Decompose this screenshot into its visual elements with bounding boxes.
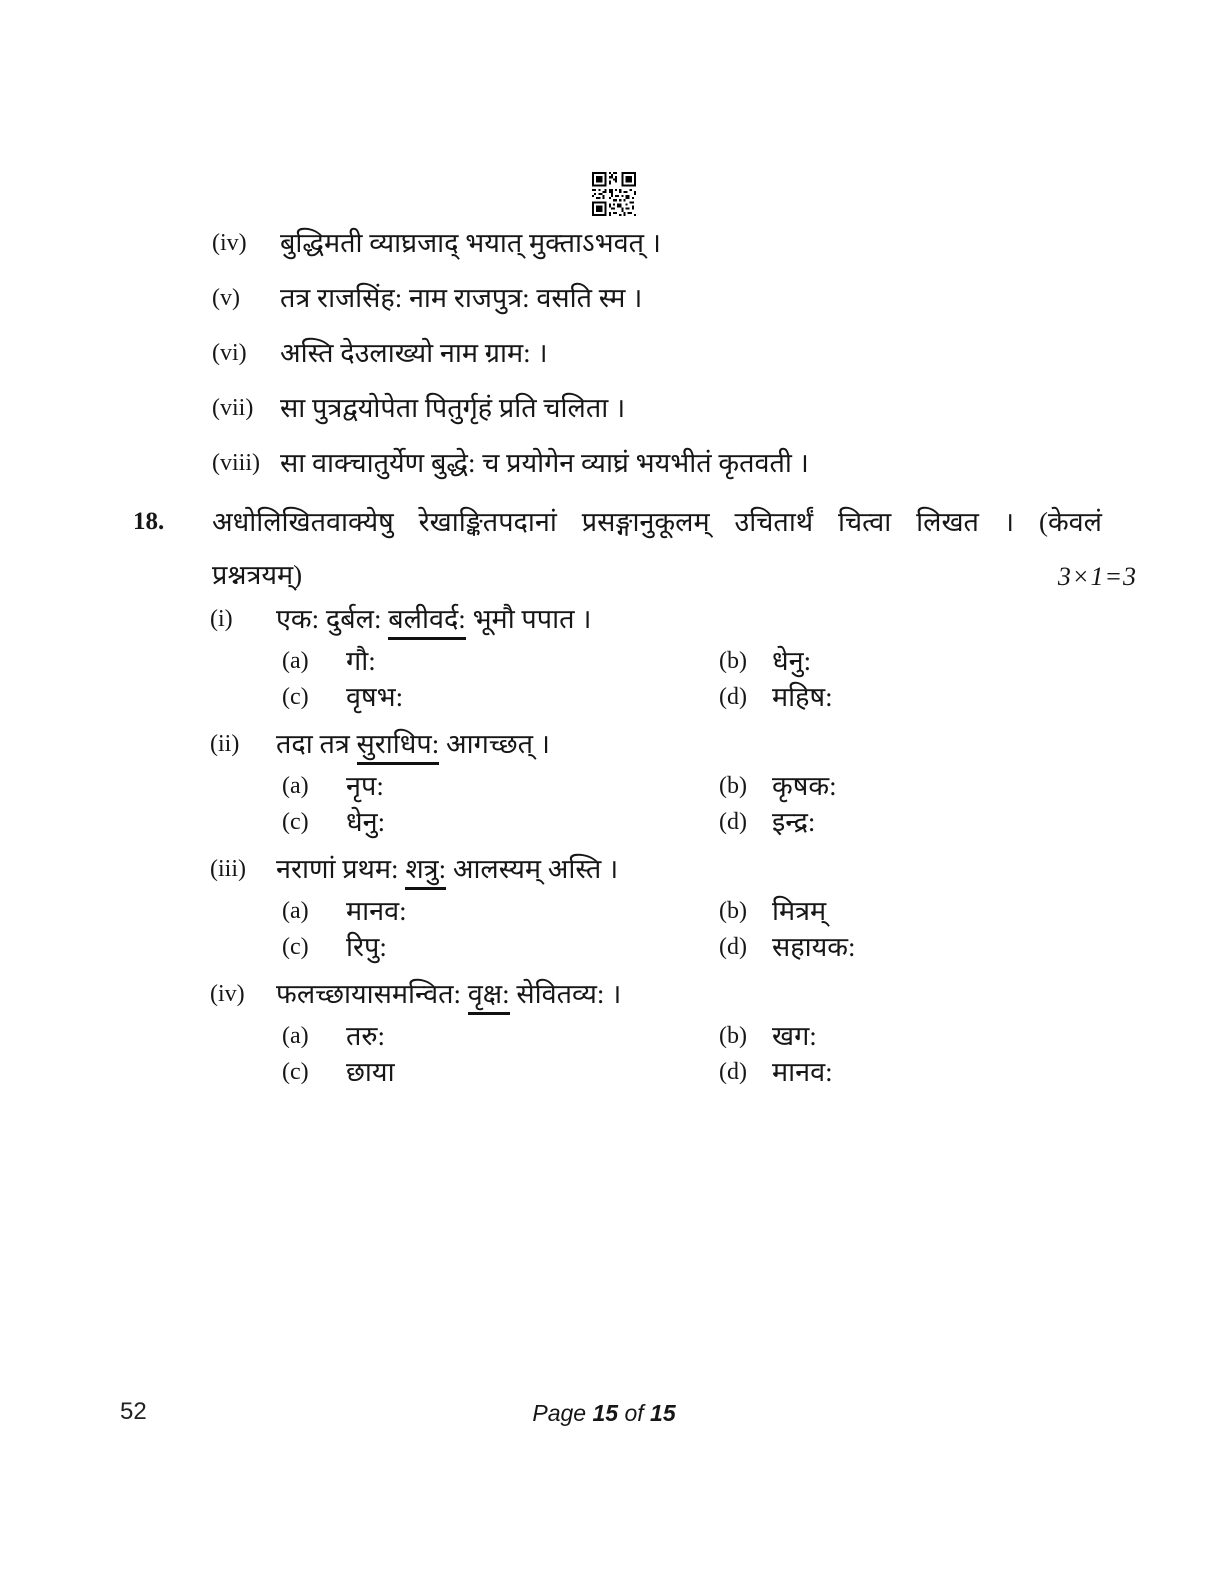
- sub-question-number: (ii): [210, 731, 240, 757]
- statement-text: सा पुत्रद्वयोपेता पितुर्गृहं प्रति चलिता ।: [280, 393, 626, 423]
- option-row: [282, 932, 1150, 968]
- sentence-post: भूमौ पपात ।: [465, 604, 592, 634]
- option-row: [282, 896, 1150, 932]
- question-body: [212, 503, 1137, 594]
- option-label: (b): [719, 1023, 747, 1049]
- option-text: वृषभ:: [346, 682, 404, 712]
- option-text: मानव:: [772, 1057, 833, 1087]
- sub-question-i: [210, 602, 1150, 718]
- option-label: (a): [282, 1023, 309, 1049]
- statement-number: (vi): [212, 340, 247, 366]
- option-text: इन्द्र:: [772, 807, 816, 837]
- sub-question-iv: [210, 977, 1150, 1093]
- sentence-post: आलस्यम् अस्ति ।: [446, 854, 619, 884]
- option-row: [282, 807, 1150, 843]
- sub-question-number: (i): [210, 606, 233, 632]
- statement-text: अस्ति देउलाख्यो नाम ग्राम: ।: [280, 338, 548, 368]
- sub-question-iii: [210, 852, 1150, 968]
- qr-code-image: [592, 172, 636, 216]
- page-indicator: [0, 1400, 1208, 1427]
- option-label: (a): [282, 898, 309, 924]
- option-text: खग:: [772, 1021, 817, 1051]
- option-row: [282, 646, 1150, 682]
- option-label: (b): [719, 773, 747, 799]
- option-label: (c): [282, 684, 309, 710]
- statement-number: (iv): [212, 230, 247, 256]
- option-text: महिष:: [772, 682, 833, 712]
- page-word: Page: [532, 1400, 587, 1426]
- option-text: नृप:: [346, 771, 384, 801]
- sub-question-list: [210, 602, 1150, 1102]
- option-label: (c): [282, 934, 309, 960]
- question-number: 18.: [133, 508, 165, 535]
- underlined-word: सुराधिप:: [357, 729, 440, 765]
- option-text: मानव:: [346, 896, 407, 926]
- option-label: (d): [719, 1059, 747, 1085]
- sub-question-ii: [210, 727, 1150, 843]
- option-label: (b): [719, 648, 747, 674]
- underlined-word: शत्रु:: [405, 854, 446, 890]
- option-text: धेनु:: [346, 807, 386, 837]
- sub-question-sentence: [276, 852, 618, 896]
- underlined-word: वृक्ष:: [468, 979, 510, 1015]
- sub-question-number: (iii): [210, 856, 246, 882]
- of-word: of: [624, 1400, 644, 1426]
- statement-list: [212, 226, 1072, 501]
- sentence-pre: नराणां प्रथम:: [276, 854, 406, 884]
- option-text: तरु:: [346, 1021, 386, 1051]
- question-18: [133, 503, 1137, 594]
- statement-text: सा वाक्चातुर्येण बुद्धे: च प्रयोगेन व्याघ्रं भयभीतं कृतवती ।: [280, 448, 809, 478]
- statement-number: (vii): [212, 395, 254, 421]
- option-row: [282, 771, 1150, 807]
- sentence-post: सेवितव्य: ।: [509, 979, 622, 1009]
- statement-text: बुद्धिमती व्याघ्रजाद् भयात् मुक्ताऽभवत् ।: [280, 228, 661, 258]
- option-label: (c): [282, 1059, 309, 1085]
- statement-text: तत्र राजसिंह: नाम राजपुत्र: वसति स्म ।: [280, 283, 643, 313]
- sub-question-sentence: [276, 602, 591, 646]
- underlined-word: बलीवर्द:: [388, 604, 466, 640]
- sub-question-number: (iv): [210, 981, 245, 1007]
- sentence-pre: फलच्छायासमन्वित:: [276, 979, 468, 1009]
- page-number: 15: [592, 1400, 619, 1426]
- statement-number: (v): [212, 285, 240, 311]
- option-text: गौ:: [346, 646, 376, 676]
- sentence-pre: तदा तत्र: [276, 729, 357, 759]
- sentence-pre: एक: दुर्बल:: [276, 604, 389, 634]
- sub-question-sentence: [276, 727, 550, 771]
- option-text: कृषक:: [772, 771, 837, 801]
- option-text: सहायक:: [772, 932, 856, 962]
- option-text: धेनु:: [772, 646, 812, 676]
- option-text: रिपु:: [346, 932, 387, 962]
- option-label: (a): [282, 648, 309, 674]
- sub-question-sentence: [276, 977, 621, 1021]
- statement-row: [212, 391, 1072, 425]
- option-row: [282, 682, 1150, 718]
- statement-number: (viii): [212, 450, 260, 476]
- option-label: (d): [719, 809, 747, 835]
- sentence-post: आगच्छत् ।: [439, 729, 551, 759]
- paper-code: 52: [120, 1398, 147, 1425]
- option-label: (a): [282, 773, 309, 799]
- option-text: छाया: [346, 1057, 395, 1087]
- marks-scheme: 3×1=3: [1057, 562, 1137, 591]
- total-pages: 15: [650, 1400, 676, 1426]
- option-row: [282, 1057, 1150, 1093]
- option-label: (d): [719, 684, 747, 710]
- statement-row: [212, 336, 1072, 370]
- statement-row: [212, 226, 1072, 260]
- qr-code: [592, 172, 636, 216]
- question-text-line1: अधोलिखितवाक्येषु रेखाङ्कितपदानां प्रसङ्गानुकूलम् उचितार्थं चित्वा लिखत । (केवलं: [212, 507, 1102, 537]
- option-row: [282, 1021, 1150, 1057]
- statement-row: [212, 281, 1072, 315]
- question-text-continuation: प्रश्नत्रयम्): [212, 560, 303, 590]
- statement-row: [212, 446, 1072, 480]
- option-text: मित्रम्: [772, 896, 827, 926]
- option-label: (b): [719, 898, 747, 924]
- option-label: (c): [282, 809, 309, 835]
- option-label: (d): [719, 934, 747, 960]
- question-text-line2: [212, 556, 1137, 594]
